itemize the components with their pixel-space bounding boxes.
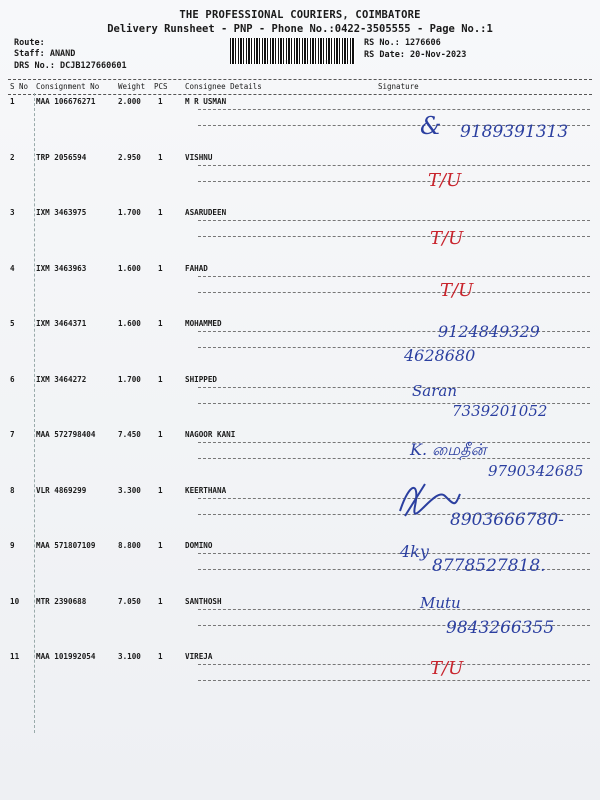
signature-line <box>198 458 590 459</box>
row-pcs: 1 <box>158 319 163 328</box>
row-pcs: 1 <box>158 97 163 106</box>
table-row <box>8 153 592 209</box>
row-weight: 8.800 <box>118 541 141 550</box>
signature-line <box>198 680 590 681</box>
row-consignment-no: VLR 4869299 <box>36 485 87 495</box>
table-row <box>8 208 592 264</box>
row-consignment-no: MAA 572798404 <box>36 430 96 439</box>
row-sno: 7 <box>10 430 15 439</box>
handwritten-name: Mutu <box>420 594 461 612</box>
row-weight: 3.100 <box>118 652 141 661</box>
signature-line <box>198 347 590 348</box>
row-weight: 1.600 <box>118 263 141 273</box>
row-consignment-no: MAA 571807109 <box>36 541 96 550</box>
col-consignment: Consignment No <box>36 82 100 91</box>
signature-line <box>198 181 590 182</box>
handwritten-tu: T/U <box>440 280 474 301</box>
signature-line <box>198 276 590 277</box>
drs-number: DRS No.: DCJB127660601 <box>14 61 127 71</box>
signature-line <box>198 664 590 665</box>
row-sno: 11 <box>10 652 20 661</box>
row-pcs: 1 <box>158 485 163 495</box>
signature-scribble: & <box>420 112 442 140</box>
row-sno: 8 <box>10 485 15 495</box>
staff-label: Staff: ANAND <box>14 49 76 59</box>
runsheet-subtitle: Delivery Runsheet - PNP - Phone No.:0422-3505555 - Page No.:1 <box>107 23 493 35</box>
handwritten-tu: T/U <box>430 658 464 679</box>
row-consignee: M R USMAN <box>185 97 227 106</box>
col-pcs: PCS <box>154 82 168 91</box>
signature-line <box>198 387 590 388</box>
signature-line <box>198 498 590 499</box>
handwritten-name: Saran <box>412 382 457 400</box>
row-sno: 1 <box>10 97 15 106</box>
row-consignee: SHIPPED <box>185 374 218 384</box>
signature-line <box>198 553 590 554</box>
row-consignee: DOMINO <box>185 541 213 550</box>
row-sno: 2 <box>10 152 15 162</box>
col-weight: Weight <box>118 82 146 91</box>
row-sno: 4 <box>10 263 15 273</box>
row-sno: 3 <box>10 208 15 217</box>
row-consignee: SANTHOSH <box>185 596 222 606</box>
row-consignment-no: IXM 3463975 <box>36 208 87 217</box>
signature-line <box>198 220 590 221</box>
rs-number: RS No.: 1276606 <box>364 38 441 48</box>
row-pcs: 1 <box>158 430 163 439</box>
row-weight: 3.300 <box>118 485 141 495</box>
table-row <box>8 264 592 320</box>
handwritten-tu: T/U <box>430 228 464 249</box>
row-weight: 7.050 <box>118 596 141 606</box>
row-weight: 1.600 <box>118 319 141 328</box>
handwritten-phone: 9124849329 <box>438 322 540 341</box>
row-consignee: NAGOOR KANI <box>185 430 236 439</box>
signature-line <box>198 609 590 610</box>
row-weight: 1.700 <box>118 374 141 384</box>
row-consignment-no: IXM 3464272 <box>36 374 87 384</box>
rs-date: RS Date: 20-Nov-2023 <box>364 50 467 60</box>
row-pcs: 1 <box>158 374 163 384</box>
signature-line <box>198 236 590 237</box>
row-sno: 6 <box>10 374 15 384</box>
row-pcs: 1 <box>158 263 163 273</box>
handwritten-note: 4628680 <box>404 346 476 365</box>
row-consignment-no: MAA 101992054 <box>36 652 96 661</box>
row-sno: 5 <box>10 319 15 328</box>
handwritten-phone: 7339201052 <box>452 402 548 420</box>
handwritten-tu: T/U <box>428 170 462 191</box>
handwritten-phone: 9189391313 <box>460 122 569 142</box>
row-weight: 1.700 <box>118 208 141 217</box>
row-sno: 10 <box>10 596 20 606</box>
row-consignment-no: IXM 3464371 <box>36 319 87 328</box>
row-consignment-no: TRP 2056594 <box>36 152 87 162</box>
row-consignee: ASARUDEEN <box>185 208 227 217</box>
row-consignee: FAHAD <box>185 263 208 273</box>
signature-line <box>198 292 590 293</box>
row-weight: 2.000 <box>118 97 141 106</box>
row-consignee: KEERTHANA <box>185 485 227 495</box>
signature-line <box>198 165 590 166</box>
handwritten-phone: 9843266355 <box>446 618 555 638</box>
table-row <box>8 652 592 708</box>
handwritten-phone: 8778527818. <box>432 556 546 576</box>
handwritten-phone: 9790342685 <box>488 462 584 480</box>
row-pcs: 1 <box>158 152 163 162</box>
row-pcs: 1 <box>158 596 163 606</box>
table-header <box>8 79 592 95</box>
col-sno: S No <box>10 82 29 91</box>
col-signature: Signature <box>378 82 419 91</box>
handwritten-name: 4ky <box>400 542 429 561</box>
company-title: THE PROFESSIONAL COURIERS, COIMBATORE <box>179 9 421 21</box>
route-label: Route: <box>14 38 45 48</box>
row-consignee: MOHAMMED <box>185 319 222 328</box>
row-weight: 2.950 <box>118 152 141 162</box>
signature-line <box>198 442 590 443</box>
row-pcs: 1 <box>158 208 163 217</box>
row-pcs: 1 <box>158 541 163 550</box>
row-consignment-no: IXM 3463963 <box>36 263 87 273</box>
handwritten-name: K. மைதீன் <box>410 440 487 459</box>
row-consignment-no: MAA 106676271 <box>36 97 96 106</box>
row-consignee: VIREJA <box>185 652 213 661</box>
signature-line <box>198 109 590 110</box>
row-pcs: 1 <box>158 652 163 661</box>
row-weight: 7.450 <box>118 430 141 439</box>
row-consignment-no: MTR 2390688 <box>36 596 87 606</box>
handwritten-phone: 8903666780- <box>450 510 564 530</box>
row-sno: 9 <box>10 541 15 550</box>
barcode <box>230 38 355 64</box>
row-consignee: VISHNU <box>185 152 213 162</box>
col-consignee: Consignee Details <box>185 82 262 91</box>
